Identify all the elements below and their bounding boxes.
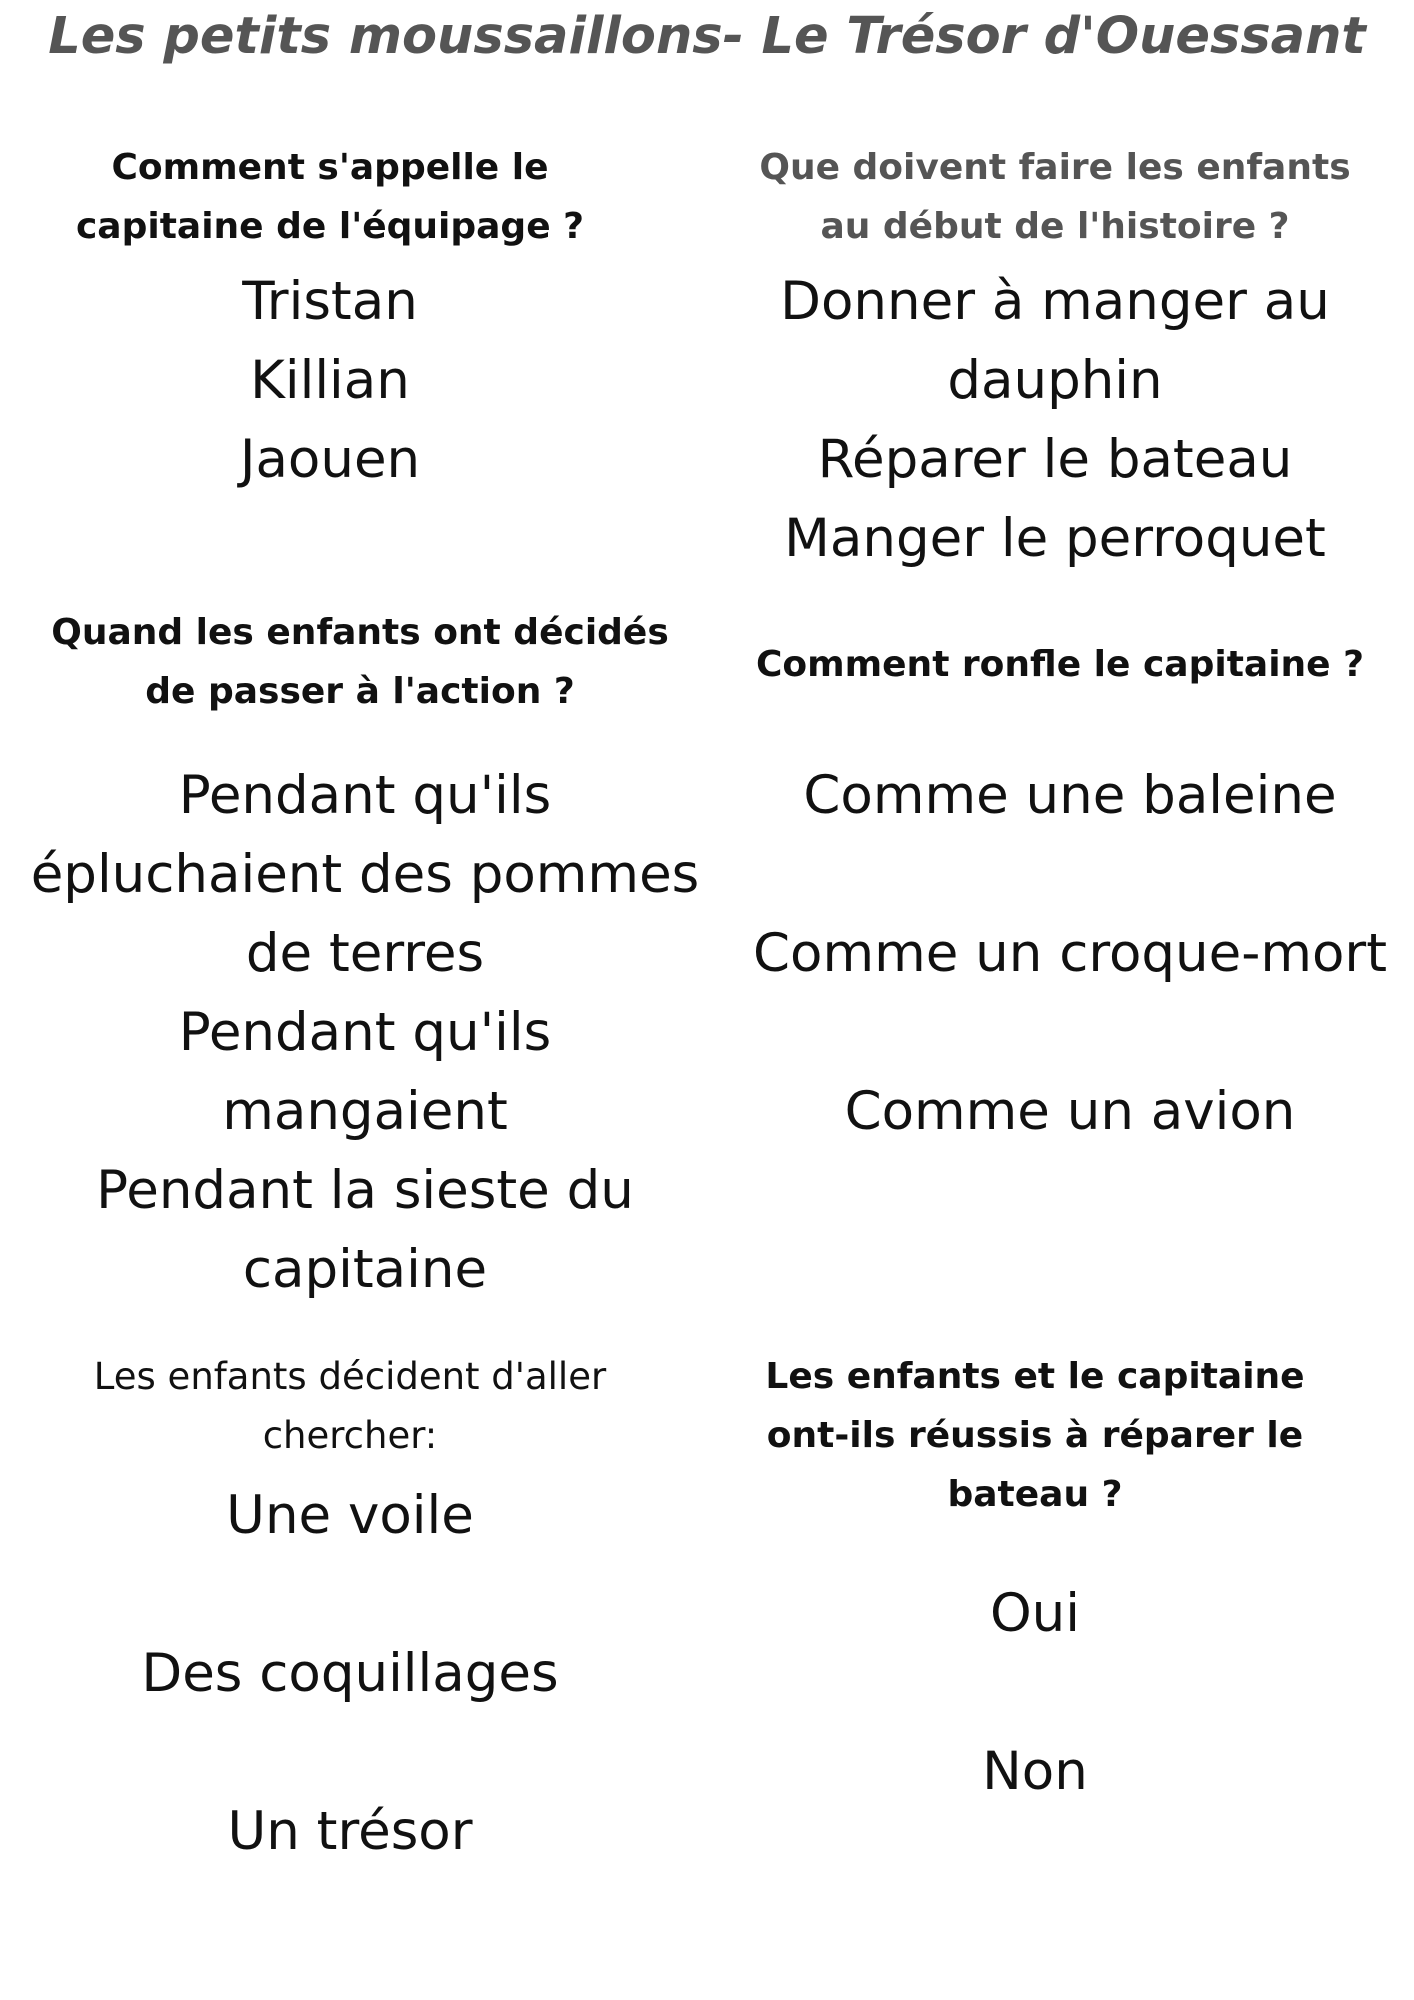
answers-1 xyxy=(20,262,640,499)
question-2-line-2: au début de l'histoire ? xyxy=(820,206,1290,247)
answer-option: Une voile xyxy=(226,1485,474,1546)
answer-option: Killian xyxy=(250,350,410,411)
answer-option: mangaient xyxy=(222,1081,508,1142)
question-1-line-1: Comment s'appelle le xyxy=(111,147,549,188)
answer-option: Pendant qu'ils xyxy=(178,765,552,826)
answer-option: Manger le perroquet xyxy=(784,508,1326,569)
question-5-line-1: Les enfants décident d'aller xyxy=(93,1355,607,1398)
question-2 xyxy=(715,138,1395,256)
question-3-line-1: Quand les enfants ont décidés xyxy=(51,612,669,653)
answer-option: Comme une baleine xyxy=(803,765,1337,826)
question-2-line-1: Que doivent faire les enfants xyxy=(759,147,1351,188)
answer-option: capitaine xyxy=(242,1239,488,1300)
answer-option: Donner à manger au xyxy=(780,271,1330,332)
answers-3 xyxy=(10,756,720,1309)
question-6-line-2: ont-ils réussis à réparer le xyxy=(766,1415,1304,1456)
question-5-line-2: chercher: xyxy=(262,1414,438,1457)
answer-option: Réparer le bateau xyxy=(817,429,1293,490)
question-1 xyxy=(20,138,640,256)
answer-option: dauphin xyxy=(947,350,1163,411)
question-3-line-2: de passer à l'action ? xyxy=(145,671,575,712)
answers-6 xyxy=(715,1574,1355,1811)
question-5 xyxy=(20,1347,680,1465)
answer-option: Un trésor xyxy=(227,1801,473,1862)
answer-option: Jaouen xyxy=(239,429,421,490)
answers-2 xyxy=(715,262,1395,578)
question-3 xyxy=(10,603,710,721)
answer-option: Comme un avion xyxy=(844,1081,1296,1142)
question-4-line-1: Comment ronfle le capitaine ? xyxy=(755,644,1365,685)
question-4 xyxy=(720,635,1400,694)
page-title: Les petits moussaillons- Le Trésor d'Ouessant xyxy=(48,7,1366,66)
answer-option: Des coquillages xyxy=(141,1643,559,1704)
answer-option: Tristan xyxy=(242,271,418,332)
answers-4 xyxy=(730,756,1410,1151)
answers-5 xyxy=(20,1476,680,1871)
answer-option: Comme un croque-mort xyxy=(753,923,1387,984)
answer-option: épluchaient des pommes xyxy=(30,844,700,905)
question-6 xyxy=(715,1347,1355,1524)
answer-option: Pendant qu'ils xyxy=(178,1002,552,1063)
answer-option: Non xyxy=(982,1741,1088,1802)
question-6-line-3: bateau ? xyxy=(947,1474,1123,1515)
question-1-line-2: capitaine de l'équipage ? xyxy=(75,206,585,247)
question-6-line-1: Les enfants et le capitaine xyxy=(765,1356,1305,1397)
answer-option: de terres xyxy=(245,923,485,984)
answer-option: Pendant la sieste du xyxy=(96,1160,634,1221)
answer-option: Oui xyxy=(989,1583,1081,1644)
